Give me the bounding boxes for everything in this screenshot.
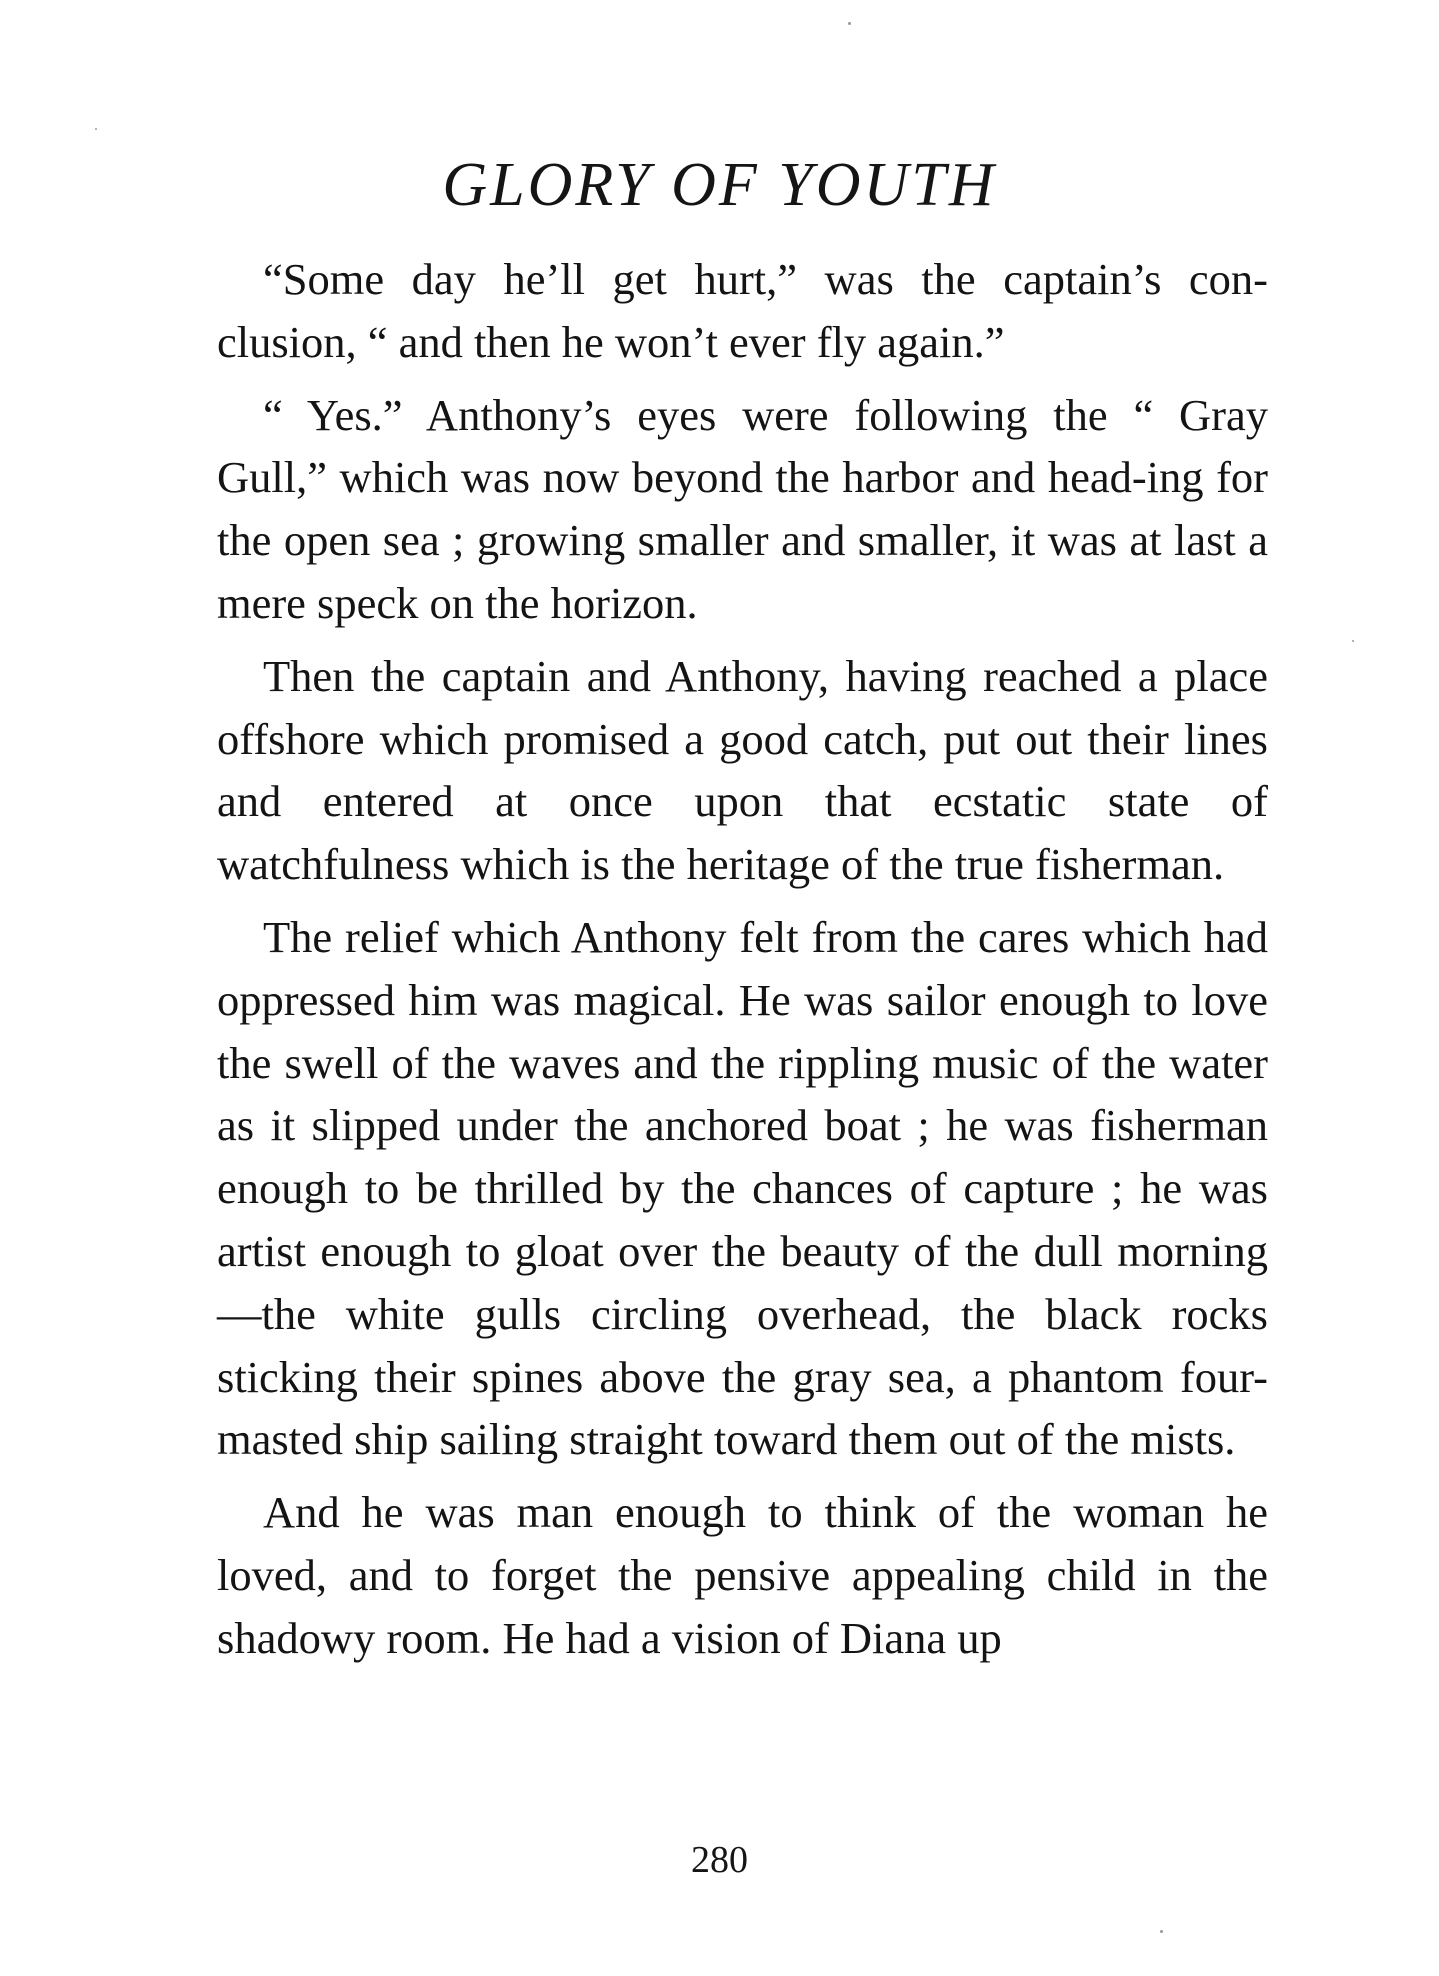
body-text	[217, 248, 1268, 1680]
paragraph: Then the captain and Anthony, having reached a place offshore which promised a good catch, put out their lines and entered at once upon that ecstatic state of watchfulness which is the heritage of the true fisherman.	[217, 650, 1268, 890]
paragraph: “Some day he’ll get hurt,” was the captain’s con-clusion, “ and then he won’t ever fly again.”	[217, 254, 1268, 367]
paragraph: And he was man enough to think of the woman he loved, and to forget the pensive appealing child in the shadowy room. He had a vision of Diana up	[217, 1487, 1268, 1663]
paragraph: “ Yes.” Anthony’s eyes were following the “ Gray Gull,” which was now beyond the harbor and head-ing for the open sea ; growing smaller and smaller, it was at last a mere speck on the horizon.	[217, 389, 1268, 628]
paragraph: The relief which Anthony felt from the cares which had oppressed him was magical. He was sailor enough to love the swell of the waves and the rippling music of the water as it slipped under the anchored boat ; he was fisherman enough to be thrilled by the chances of capture ; he was artist enough to gloat over the beauty of the dull morning —the white gulls circling overhead, the black rocks sticking their spines above the gray sea, a phantom four-masted ship sailing straight toward them out of the mists.	[217, 911, 1268, 1465]
running-head: GLORY OF YOUTH	[442, 151, 997, 219]
page-number: 280	[691, 1839, 748, 1881]
